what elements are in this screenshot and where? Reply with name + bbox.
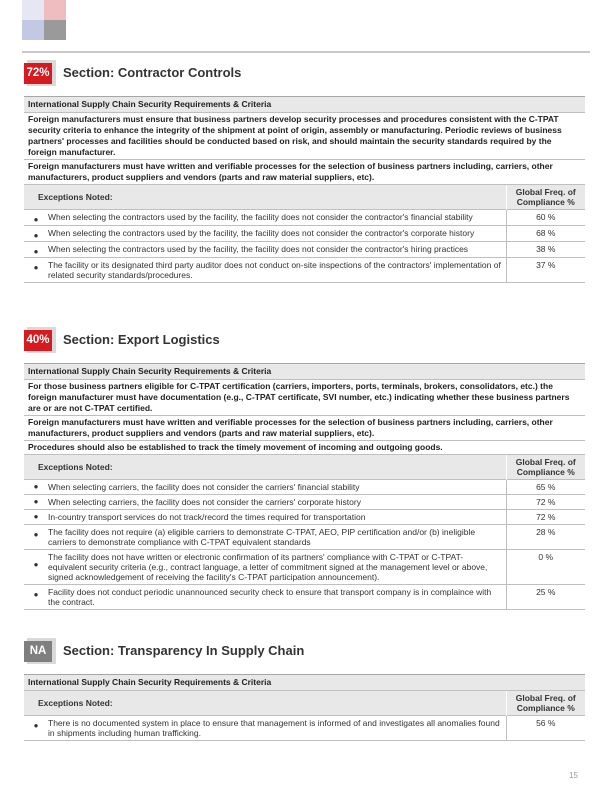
exception-text: When selecting the contractors used by the facility, the facility does not consider the contractor's corporate history: [44, 226, 506, 242]
requirement-text: Foreign manufacturers must have written and verifiable processes for the selection of business partners including, carriers, other manufacturers, product suppliers and vendors (parts and raw material suppliers, etc).: [24, 159, 585, 184]
exception-text: When selecting carriers, the facility does not consider the carriers' corporate history: [44, 495, 506, 510]
section-title: Section: Export Logistics: [63, 332, 220, 347]
compliance-value: 60 %: [506, 210, 585, 226]
section-header: [24, 638, 585, 664]
table-row: [24, 226, 585, 242]
bullet-icon: ●: [24, 585, 44, 610]
section-title: Section: Transparency In Supply Chain: [63, 643, 305, 658]
bullet-icon: ●: [24, 716, 44, 741]
table-row: [24, 525, 585, 550]
requirement-text: Procedures should also be established to track the timely movement of incoming and outgoing goods.: [24, 440, 585, 454]
section-export-logistics: [24, 327, 585, 610]
page-number: 15: [569, 771, 578, 780]
exceptions-label: Exceptions Noted:: [24, 455, 506, 480]
exceptions-header-row: [24, 185, 585, 210]
table-row: [24, 242, 585, 258]
exception-text: Facility does not conduct periodic unannounced security check to ensure that transport company is in complaince with the contract.: [44, 585, 506, 610]
frequency-label: Global Freq. of Compliance %: [506, 691, 585, 716]
score-badge-label: 40%: [24, 330, 52, 351]
bullet-icon: ●: [24, 226, 44, 242]
compliance-value: 65 %: [506, 480, 585, 495]
bullet-icon: ●: [24, 550, 44, 585]
exception-text: The facility does not have written or electronic confirmation of its partners' compliance with C-TPAT or C-TPAT-equivalent security criteria (e.g., contract language, a letter of commitment signed at the management level or above, signed acknowledgement of receiving the facility's C-TPAT participation announcement).: [44, 550, 506, 585]
exception-text: The facility does not require (a) eligible carriers to demonstrate C-TPAT, AEO, PIP certification and/or (b) ineligible carriers to demonstrate compliance with C-TPAT equivalent standards: [44, 525, 506, 550]
compliance-value: 56 %: [506, 716, 585, 741]
header-divider: [22, 51, 590, 53]
requirements-header: International Supply Chain Security Requirements & Criteria: [24, 363, 585, 379]
score-badge-label: 72%: [24, 63, 52, 84]
exceptions-header-row: [24, 455, 585, 480]
exception-text: There is no documented system in place to ensure that management is informed of and investigates all anomalies found in shipments including human trafficking.: [44, 716, 506, 741]
table-row: [24, 258, 585, 283]
exceptions-header-row: [24, 691, 585, 716]
bullet-icon: ●: [24, 525, 44, 550]
compliance-value: 28 %: [506, 525, 585, 550]
table-row: [24, 480, 585, 495]
requirements-header: International Supply Chain Security Requirements & Criteria: [24, 674, 585, 690]
frequency-label: Global Freq. of Compliance %: [506, 185, 585, 210]
compliance-value: 72 %: [506, 495, 585, 510]
bullet-icon: ●: [24, 242, 44, 258]
section-transparency-in-supply-chain: [24, 638, 585, 741]
compliance-value: 37 %: [506, 258, 585, 283]
table-row: [24, 550, 585, 585]
exceptions-label: Exceptions Noted:: [24, 185, 506, 210]
bullet-icon: ●: [24, 510, 44, 525]
section-title: Section: Contractor Controls: [63, 65, 242, 80]
section-header: [24, 327, 585, 353]
compliance-value: 0 %: [506, 550, 585, 585]
section-contractor-controls: [24, 60, 585, 283]
exceptions-table: [24, 184, 585, 283]
bullet-icon: ●: [24, 480, 44, 495]
exception-text: When selecting the contractors used by the facility, the facility does not consider the contractor's financial stability: [44, 210, 506, 226]
section-header: [24, 60, 585, 86]
bullet-icon: ●: [24, 210, 44, 226]
exceptions-label: Exceptions Noted:: [24, 691, 506, 716]
exception-text: When selecting the contractors used by the facility, the facility does not consider the contractor's hiring practices: [44, 242, 506, 258]
score-badge: [24, 60, 54, 86]
exceptions-table: [24, 690, 585, 741]
exceptions-table: [24, 454, 585, 610]
requirement-text: Foreign manufacturers must have written and verifiable processes for the selection of business partners including, carriers, other manufacturers, product suppliers and vendors (parts and raw material suppliers, etc).: [24, 415, 585, 440]
exception-text: In-country transport services do not track/record the times required for transportation: [44, 510, 506, 525]
bullet-icon: ●: [24, 258, 44, 283]
score-badge-label: NA: [24, 641, 52, 662]
table-row: [24, 510, 585, 525]
score-badge: [24, 638, 54, 664]
compliance-value: 38 %: [506, 242, 585, 258]
exception-text: When selecting carriers, the facility does not consider the carriers' financial stability: [44, 480, 506, 495]
company-logo: [22, 0, 66, 40]
requirement-text: For those business partners eligible for C-TPAT certification (carriers, importers, ports, terminals, brokers, consolidators, etc.) the foreign manufacturer must have documentation (e.g., C-TPAT certificate, SVI number, etc.) indicating whether these business partners are or are not C-TPAT certified.: [24, 379, 585, 415]
compliance-value: 25 %: [506, 585, 585, 610]
table-row: [24, 585, 585, 610]
table-row: [24, 495, 585, 510]
table-row: [24, 210, 585, 226]
table-row: [24, 716, 585, 741]
exception-text: The facility or its designated third party auditor does not conduct on-site inspections of the contractors' implementation of related security standards/procedures.: [44, 258, 506, 283]
requirements-header: International Supply Chain Security Requirements & Criteria: [24, 96, 585, 112]
bullet-icon: ●: [24, 495, 44, 510]
requirement-text: Foreign manufacturers must ensure that business partners develop security processes and procedures consistent with the C-TPAT security criteria to enhance the integrity of the shipment at point of origin, assembly or manufacturing. Periodic reviews of business partners' processes and facilities should be conducted based on risk, and should maintain the security standards required by the foreign manufacturer.: [24, 112, 585, 159]
compliance-value: 68 %: [506, 226, 585, 242]
score-badge: [24, 327, 54, 353]
frequency-label: Global Freq. of Compliance %: [506, 455, 585, 480]
compliance-value: 72 %: [506, 510, 585, 525]
